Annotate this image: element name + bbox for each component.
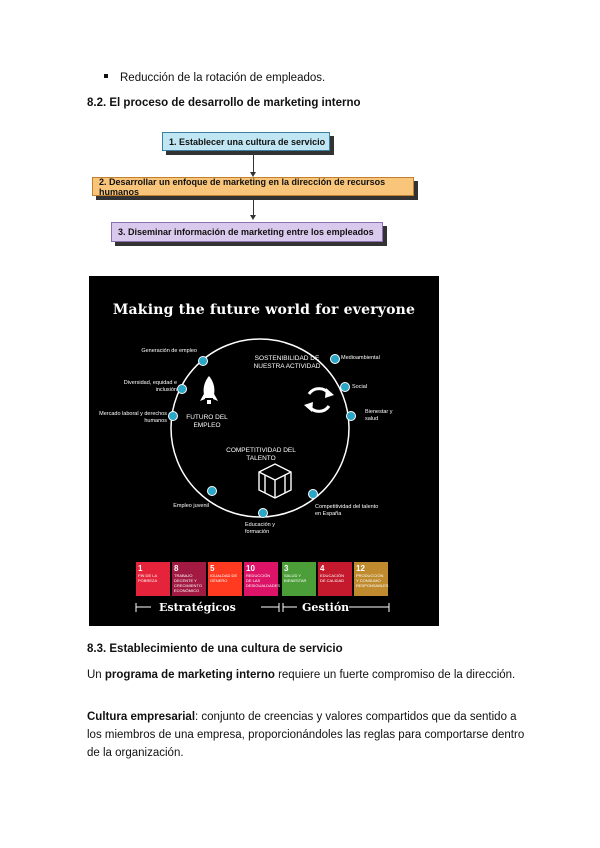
paragraph-corporate-culture: Cultura empresarial: conjunto de creencias y valores compartidos que da sentido a los miembros de una empresa, proporcionándoles las reglas para comportarse dentro de la organización. <box>87 711 525 759</box>
cycle-node <box>309 490 318 499</box>
section-heading-8-2: 8.2. El proceso de desarrollo de marketing interno <box>87 97 361 109</box>
cycle-arrows-heads-icon <box>304 388 334 412</box>
bold-term: programa de marketing interno <box>104 669 275 681</box>
center-label-sustainability: SOSTENIBILIDAD DE NUESTRA ACTIVIDAD <box>253 355 321 370</box>
arrow-down-icon <box>250 215 256 220</box>
infographic-image <box>89 276 439 626</box>
bullet-text: Reducción de la rotación de empleados. <box>120 72 326 84</box>
bold-term: Cultura empresarial <box>87 711 196 723</box>
cycle-node <box>208 487 217 496</box>
cube-icon <box>259 464 291 498</box>
label-right: Medioambiental <box>341 355 380 361</box>
label-right: Bienestar y salud <box>365 409 393 422</box>
bullet-item <box>104 72 325 84</box>
infographic-title: Making the future world for everyone <box>112 302 416 318</box>
label-left: Empleo juvenil <box>173 503 209 509</box>
label-left: Mercado laboral y derechos humanos <box>99 411 167 424</box>
center-label-future-employment: FUTURO DEL EMPLEO <box>186 414 228 429</box>
cycle-node <box>169 412 178 421</box>
connector-1-2 <box>253 153 254 173</box>
cycle-node <box>331 355 340 364</box>
label-right: Social <box>352 384 367 390</box>
cycle-node <box>347 412 356 421</box>
sdg-tile: 3 SALUD Y BIENESTAR <box>282 562 316 596</box>
process-step-1-label: 1. Establecer una cultura de servicio <box>169 136 326 147</box>
sdg-tile: 8 TRABAJO DECENTE Y CRECIMIENTO ECONÓMICO <box>172 562 206 596</box>
section-heading-8-3: 8.3. Establecimiento de una cultura de servicio <box>87 643 343 655</box>
label-left: Diversidad, equidad e inclusión <box>123 380 177 393</box>
footer-label-strategic: Estratégicos <box>159 601 236 614</box>
sdg-tile: 10 REDUCCIÓN DE LAS DESIGUALDADES <box>244 562 278 596</box>
center-label-talent-competitiveness: COMPETITIVIDAD DEL TALENTO <box>226 447 296 462</box>
footer-label-management: Gestión <box>302 601 350 614</box>
cycle-node <box>199 357 208 366</box>
label-bottom: Educación y formación <box>245 522 275 535</box>
bullet-marker <box>104 74 108 78</box>
cycle-node <box>341 383 350 392</box>
rocket-icon <box>200 376 218 404</box>
paragraph-internal-marketing: Un programa de marketing interno requiere un fuerte compromiso de la dirección. <box>87 669 516 681</box>
label-right: Competitividad del talento en España <box>315 504 379 517</box>
process-step-1 <box>162 132 330 151</box>
sdg-tile: 5 IGUALDAD DE GÉNERO <box>208 562 242 596</box>
label-left: Generación de empleo <box>141 348 197 354</box>
cycle-node <box>178 385 187 394</box>
process-step-3-label: 3. Diseminar información de marketing entre los empleados <box>118 227 374 237</box>
process-step-3 <box>111 222 383 242</box>
connector-2-3 <box>253 198 254 216</box>
sdg-tile: 4 EDUCACIÓN DE CALIDAD <box>318 562 352 596</box>
process-step-2-label: 2. Desarrollar un enfoque de marketing en la dirección de recursos humanos <box>99 176 386 197</box>
sdg-tile: 12 PRODUCCIÓN Y CONSUMO RESPONSABLES <box>354 562 388 596</box>
sdg-tile: 1 FIN DE LA POBREZA <box>136 562 170 596</box>
process-step-2 <box>92 177 414 196</box>
cycle-node <box>259 509 268 518</box>
